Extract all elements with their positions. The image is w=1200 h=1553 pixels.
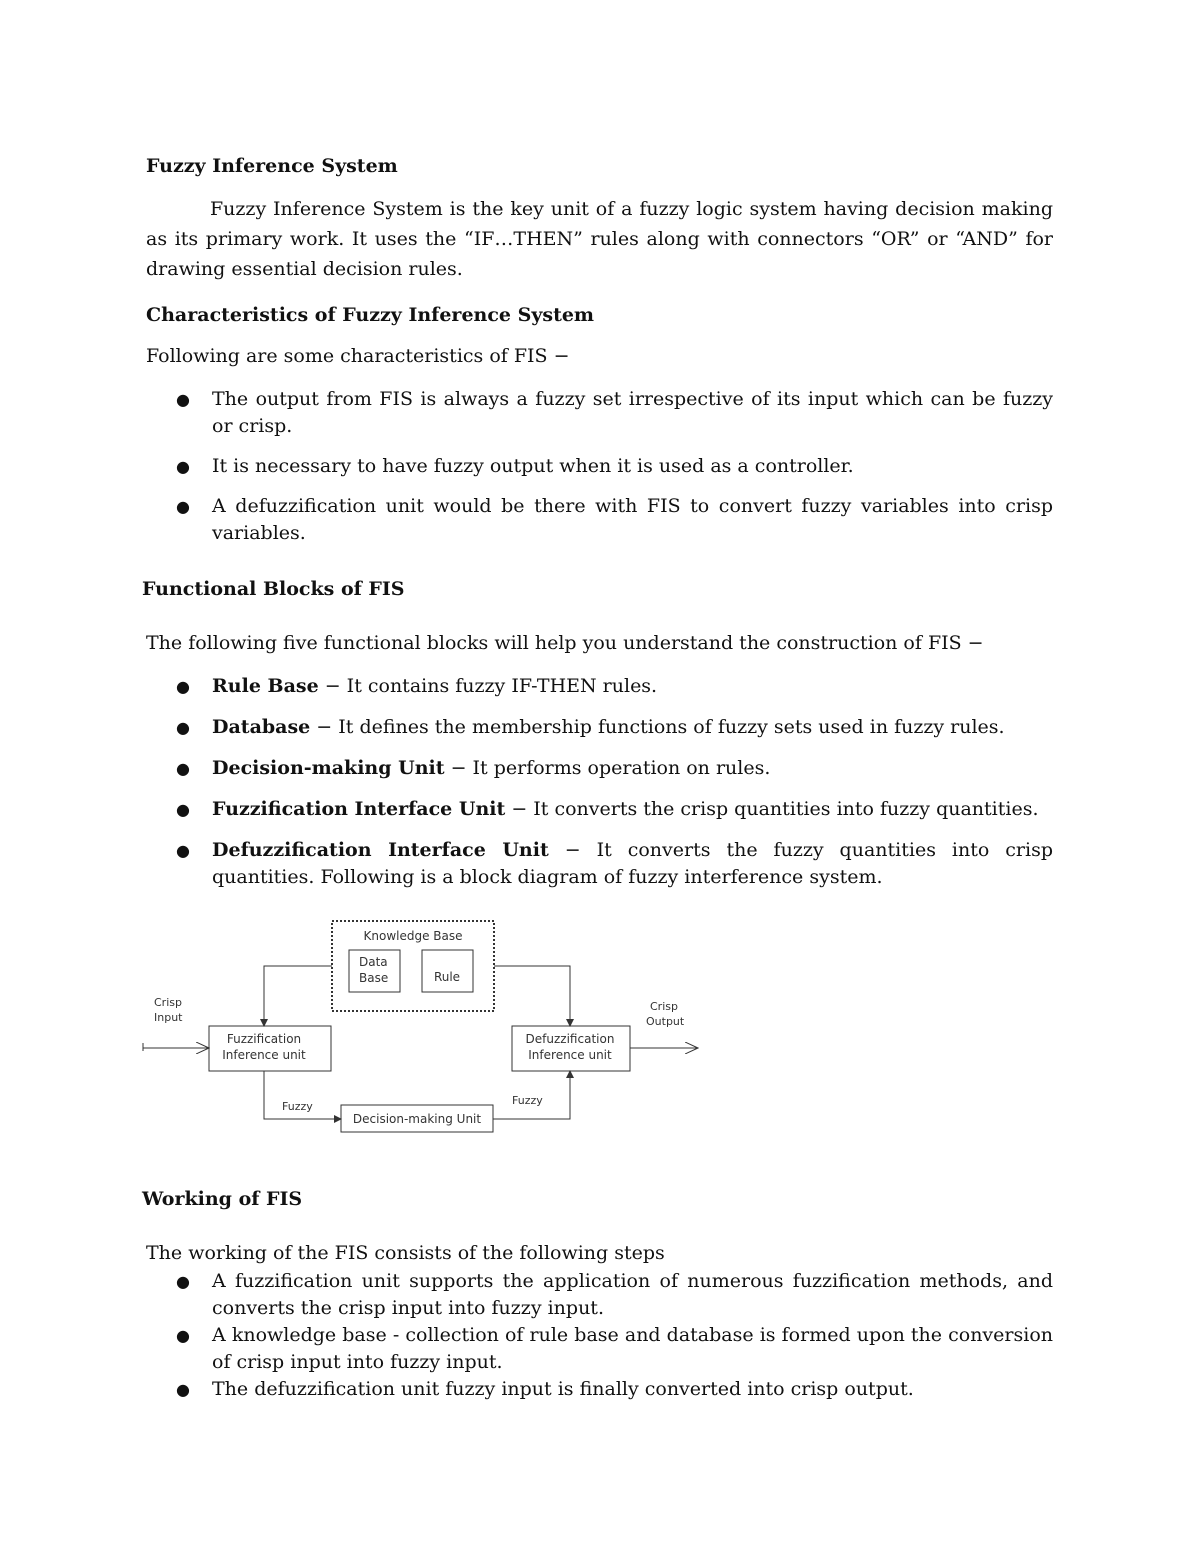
bullet-icon: ● xyxy=(176,841,190,860)
list-item: ● Fuzzification Interface Unit − It converts the crisp quantities into fuzzy quantities. xyxy=(140,796,1053,823)
fuzzy-label-right: Fuzzy xyxy=(512,1094,543,1107)
defuzzification-label-1: Defuzzification xyxy=(525,1032,615,1046)
crisp-input-label-2: Input xyxy=(154,1011,183,1024)
characteristics-list xyxy=(140,386,1053,547)
working-intro: The working of the FIS consists of the following steps xyxy=(146,1242,665,1264)
list-item: ● A defuzzification unit would be there with FIS to convert fuzzy variables into crisp variables. xyxy=(176,495,1053,544)
fis-block-diagram xyxy=(140,915,710,1140)
list-item: ● Database − It defines the membership functions of fuzzy sets used in fuzzy rules. xyxy=(140,714,1053,741)
section-title-working: Working of FIS xyxy=(142,1188,303,1210)
working-list xyxy=(140,1268,1053,1403)
bullet-icon: ● xyxy=(176,1380,190,1399)
section-title-fis: Fuzzy Inference System xyxy=(146,155,398,177)
bullet-icon: ● xyxy=(176,390,190,409)
crisp-input-arrow xyxy=(143,1043,209,1051)
rule-label: Rule xyxy=(433,970,461,984)
list-item: ● Defuzzification Interface Unit − It converts the fuzzy quantities into crisp quantities. Following is a block diagram of fuzzy interference system. xyxy=(176,839,1053,888)
fuzzification-label-2: Inference unit xyxy=(222,1048,306,1062)
data-base-label-1: Data xyxy=(359,955,388,969)
knowledge-base-label: Knowledge Base xyxy=(363,929,463,943)
bullet-icon: ● xyxy=(176,1326,190,1345)
section-title-characteristics: Characteristics of Fuzzy Inference System xyxy=(146,304,595,326)
list-item: ● A knowledge base - collection of rule base and database is formed upon the conversion of crisp input into fuzzy input. xyxy=(176,1324,1053,1373)
crisp-input-label-1: Crisp xyxy=(154,996,182,1009)
data-base-label-2: Base xyxy=(359,971,389,985)
kb-to-defuzzification-arrow xyxy=(494,966,570,1026)
bullet-icon: ● xyxy=(176,718,190,737)
crisp-output-label-1: Crisp xyxy=(650,1000,678,1013)
list-item: ● The defuzzification unit fuzzy input is finally converted into crisp output. xyxy=(140,1376,1053,1403)
list-item: ● The output from FIS is always a fuzzy set irrespective of its input which can be fuzzy or crisp. xyxy=(176,388,1053,437)
bullet-icon: ● xyxy=(176,677,190,696)
characteristics-intro: Following are some characteristics of FIS − xyxy=(146,345,570,367)
section-title-functional-blocks: Functional Blocks of FIS xyxy=(142,578,405,600)
list-item: ● It is necessary to have fuzzy output when it is used as a controller. xyxy=(140,453,1053,480)
bullet-icon: ● xyxy=(176,457,190,476)
bullet-icon: ● xyxy=(176,1272,190,1291)
crisp-output-label-2: Output xyxy=(646,1015,685,1028)
list-item: ● Decision-making Unit − It performs operation on rules. xyxy=(140,755,1053,782)
fuzzification-label-1: Fuzzification xyxy=(226,1032,302,1046)
list-item: ● A fuzzification unit supports the application of numerous fuzzification methods, and converts the crisp input into fuzzy input. xyxy=(176,1270,1053,1319)
bullet-icon: ● xyxy=(176,497,190,516)
functional-blocks-intro: The following five functional blocks will help you understand the construction of FIS − xyxy=(146,632,984,654)
defuzzification-label-2: Inference unit xyxy=(528,1048,612,1062)
functional-blocks-list xyxy=(140,673,1053,891)
intro-paragraph: Fuzzy Inference System is the key unit of a fuzzy logic system having decision making as its primary work. It uses the “IF…THEN” rules along with connectors “OR” or “AND” for drawing essential decision rules. xyxy=(146,198,1053,280)
bullet-icon: ● xyxy=(176,759,190,778)
decision-unit-label: Decision-making Unit xyxy=(352,1112,482,1126)
fuzzy-label-left: Fuzzy xyxy=(282,1100,313,1113)
bullet-icon: ● xyxy=(176,800,190,819)
kb-to-fuzzification-arrow xyxy=(264,966,332,1026)
list-item: ● Rule Base − It contains fuzzy IF-THEN rules. xyxy=(140,673,1053,700)
